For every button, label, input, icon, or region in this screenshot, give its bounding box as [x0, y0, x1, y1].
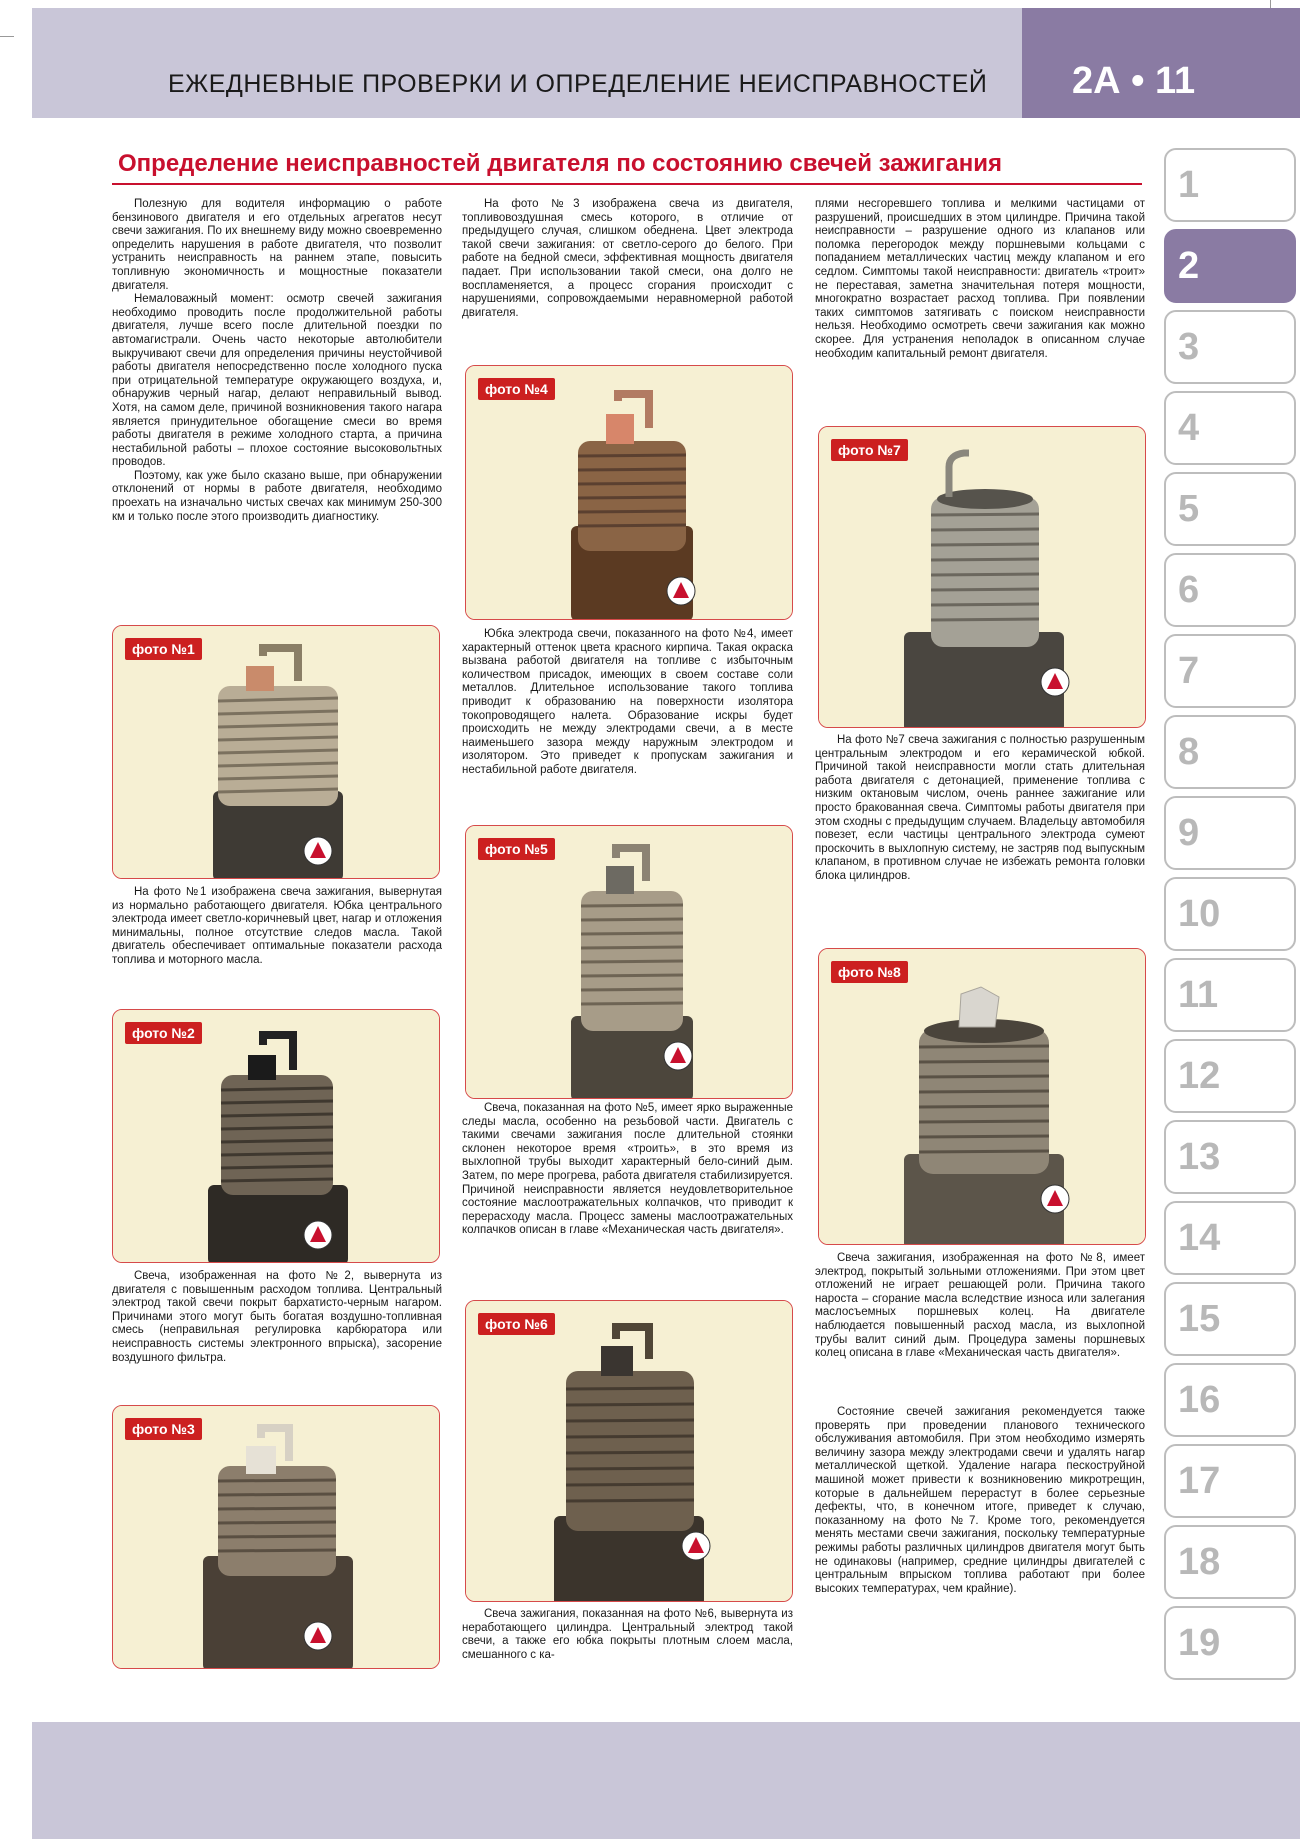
column-2-top [462, 198, 793, 358]
column-3-photo7-text [815, 734, 1145, 934]
photo-4 [465, 365, 793, 620]
photo-label: фото №3 [125, 1418, 202, 1440]
header-band [32, 8, 1022, 118]
chapter-tab-active[interactable]: 2 [1164, 229, 1296, 303]
chapter-tab[interactable]: 7 [1164, 634, 1296, 708]
photo-label: фото №4 [478, 378, 555, 400]
paragraph-intro: Полезную для водителя информацию о работе бензинового двигателя и его отдельных агрегатов несут свечи зажигания. По их внешнему виду можно своевременно определить нарушения в работе двигателя, что позволит устранить неисправность на раннем этапе, повысить топливную экономичность и мощностные показатели двигателя. [112, 198, 442, 292]
column-2-photo4-text [462, 628, 793, 810]
column-2-photo6-text [462, 1608, 793, 1668]
photo-5 [465, 825, 793, 1099]
page-number-block [1022, 8, 1300, 118]
chapter-tab[interactable]: 17 [1164, 1444, 1296, 1518]
chapter-tab[interactable]: 11 [1164, 958, 1296, 1032]
chapter-tab[interactable]: 9 [1164, 796, 1296, 870]
chapter-tab[interactable]: 18 [1164, 1525, 1296, 1599]
spark-plug-image [113, 626, 439, 878]
column-1-top [112, 198, 442, 616]
spark-plug-image [466, 826, 792, 1098]
photo-label: фото №5 [478, 838, 555, 860]
chapter-tab[interactable]: 13 [1164, 1120, 1296, 1194]
chapter-tab[interactable]: 15 [1164, 1282, 1296, 1356]
photo-label: фото №8 [831, 961, 908, 983]
chapter-tab[interactable]: 16 [1164, 1363, 1296, 1437]
header-title: ЕЖЕДНЕВНЫЕ ПРОВЕРКИ И ОПРЕДЕЛЕНИЕ НЕИСПРАВНОСТЕЙ [168, 70, 988, 98]
page-title: Определение неисправностей двигателя по состоянию свечей зажигания [118, 150, 1002, 177]
paragraph-photo-4: Юбка электрода свечи, показанного на фото №4, имеет характерный оттенок цвета красного кирпича. Такая окраска вызвана работой двигателя на топливе с избыточным количеством присадок, имеющих в своем составе соли металлов. Длительное использование такого топлива приводит к образованию на поверхности изолятора токопроводящего налета. Образование искры будет происходить не между электродами свечи, а в месте наименьшего зазора между наружным электродом и изолятором. Это приведет к пропускам зажигания и нестабильной работе двигателя. [462, 628, 793, 776]
photo-1 [112, 625, 440, 879]
column-1-photo2-text [112, 1270, 442, 1392]
paragraph-photo-7: На фото №7 свеча зажигания с полностью разрушенным центральным электродом и его керамической юбкой. Причиной такой неисправности могли стать длительная работа двигателя с детонацией, применение топлива с низким октановым числом, очень раннее зажигание или просто бракованная свеча. Симптомы работы двигателя при этом сходны с предыдущим случаем. Владельцу автомобиля повезет, если частицы центрального электрода сумеют проскочить в выхлопную систему, не застряв под выпускным клапаном, в противном случае не избежать ремонта головки блока цилиндров. [815, 734, 1145, 882]
chapter-tab[interactable]: 3 [1164, 310, 1296, 384]
paragraph-therefore: Поэтому, как уже было сказано выше, при обнаружении отклонений от нормы в работе двигателя, необходимо проехать на изначально чистых свечах как минимум 250-300 км и только после этого производить диагностику. [112, 469, 442, 523]
photo-label: фото №1 [125, 638, 202, 660]
footer-band [32, 1722, 1300, 1839]
photo-label: фото №2 [125, 1022, 202, 1044]
paragraph-photo-1: На фото №1 изображена свеча зажигания, вывернутая из нормально работающего двигателя. Юбка центрального электрода имеет светло-коричневый цвет, нагар и отложения минимальны, полное отсутствие следов масла. Такой двигатель обеспечивает оптимальные показатели расхода топлива и моторного масла. [112, 886, 442, 966]
page-number: 2А • 11 [1072, 60, 1196, 102]
photo-6 [465, 1300, 793, 1602]
chapter-tab[interactable]: 19 [1164, 1606, 1296, 1680]
column-3-photo8-text [815, 1252, 1145, 1404]
chapter-tab[interactable]: 4 [1164, 391, 1296, 465]
paragraph-photo-8: Свеча зажигания, изображенная на фото №8, имеет электрод, покрытый зольными отложениями. При этом цвет отложений не играет решающей роли. Причина такого нароста – сгорание масла вследствие износа или залегания маслосъемных поршневых колец. На двигателе наблюдается повышенный расход масла, из выхлопной трубы валит синий дым. Процедура замены поршневых колец описана в главе «Механическая часть двигателя». [815, 1252, 1145, 1360]
column-3-final [815, 1406, 1145, 1670]
photo-2 [112, 1009, 440, 1263]
spark-plug-image [466, 366, 792, 619]
chapter-tab[interactable]: 12 [1164, 1039, 1296, 1113]
title-underline [112, 183, 1142, 185]
photo-7 [818, 426, 1146, 728]
paragraph-photo-2: Свеча, изображенная на фото №2, вывернута из двигателя с повышенным расходом топлива. Центральный электрод такой свечи покрыт бархатисто-черным нагаром. Причинами этого могут быть богатая воздушно-топливная смесь (неправильная регулировка карбюратора или неисправность системы электронного впрыска), засорение воздушного фильтра. [112, 1270, 442, 1364]
chapter-tab[interactable]: 5 [1164, 472, 1296, 546]
column-3-top [815, 198, 1145, 412]
paragraph-photo-5: Свеча, показанная на фото №5, имеет ярко выраженные следы масла, особенно на резьбовой части. Двигатель с такими свечами зажигания после длительной стоянки склонен некоторое время «троить», в это время из выхлопной трубы выходит характерный бело-синий дым. Затем, по мере прогрева, работа двигателя стабилизируется. Причиной неисправности является неудовлетворительное состояние маслоотражательных колпачков, что приводит к перерасходу масла. Процесс замены маслоотражательных колпачков описан в главе «Механическая часть двигателя». [462, 1102, 793, 1237]
photo-8 [818, 948, 1146, 1245]
photo-3 [112, 1405, 440, 1669]
chapter-tab[interactable]: 10 [1164, 877, 1296, 951]
column-2-photo5-text [462, 1102, 793, 1288]
paragraph-final: Состояние свечей зажигания рекомендуется также проверять при проведении планового технического обслуживания автомобиля. При этом необходимо измерять величину зазора между электродами свечи и удалять нагар металлической щеткой. Удаление нагара пескоструйной машиной может привести к возникновению микротрещин, которые в дальнейшем перерастут в более серьезные дефекты, что, в конечном итоге, приведет к случаю, показанному на фото №7. Кроме того, рекомендуется менять местами свечи зажигания, поскольку температурные режимы работы различных цилиндров двигателя могут быть не одинаковы (например, средние цилиндры двигателей с центральным впрыском топлива работают при более высоких температурах, чем крайние). [815, 1406, 1145, 1595]
photo-label: фото №6 [478, 1313, 555, 1335]
paragraph-photo-3: На фото №3 изображена свеча из двигателя, топливовоздушная смесь которого, в отличие от предыдущего случая, слишком обеднена. Цвет электрода такой свечи зажигания: от светло-серого до белого. При работе на бедной смеси, эффективная мощность двигателя падает. При использовании такой смеси, она долго не воспламеняется, а процесс сгорания происходит с нарушениями, сопровождаемыми неравномерной работой двигателя. [462, 198, 793, 319]
spark-plug-image [113, 1406, 439, 1668]
paragraph-important: Немаловажный момент: осмотр свечей зажигания необходимо проводить после продолжительной работы двигателя, лучше всего после длительной поездки по автомагистрали. Очень часто некоторые автолюбители выкручивают свечи для определения причины неустойчивой работы двигателя непосредственно после холодного пуска при отрицательной температуре окружающего воздуха, и, обнаружив черный нагар, делают неправильный вывод. Хотя, на самом деле, причиной возникновения такого нагара является принудительное обогащение смеси во время работы двигателя в режиме холодного старта, а причина нестабильной работы – плохое состояние высоковольтных проводов. [112, 293, 442, 469]
spark-plug-image [113, 1010, 439, 1262]
spark-plug-image [819, 949, 1145, 1244]
chapter-tab[interactable]: 14 [1164, 1201, 1296, 1275]
chapter-tab[interactable]: 6 [1164, 553, 1296, 627]
column-1-photo1-text [112, 886, 442, 996]
spark-plug-image [819, 427, 1145, 727]
paragraph-photo-6: Свеча зажигания, показанная на фото №6, вывернута из неработающего цилиндра. Центральный электрод такой свечи, а также его юбка покрыты плотным слоем масла, смешанного с ка- [462, 1608, 793, 1661]
photo-label: фото №7 [831, 439, 908, 461]
chapter-tab[interactable]: 8 [1164, 715, 1296, 789]
spark-plug-image [466, 1301, 792, 1601]
paragraph-photo-6-continued: плями несгоревшего топлива и мелкими частицами от разрушений, происшедших в этом цилиндре. Причина такой неисправности – разрушение одного из клапанов или поломка перегородок между поршневыми кольцами с попаданием металлических частиц между клапаном и его седлом. Симптомы такой неисправности: двигатель «троит» не переставая, заметна значительная потеря мощности, многократно возрастает расход топлива. При появлении таких симптомов затягивать с поиском неисправности нельзя. Необходимо осмотреть свечи зажигания как можно скорее. Для устранения неполадок в описанном случае необходим капитальный ремонт двигателя. [815, 198, 1145, 360]
crop-mark [0, 36, 14, 37]
chapter-tab[interactable]: 1 [1164, 148, 1296, 222]
